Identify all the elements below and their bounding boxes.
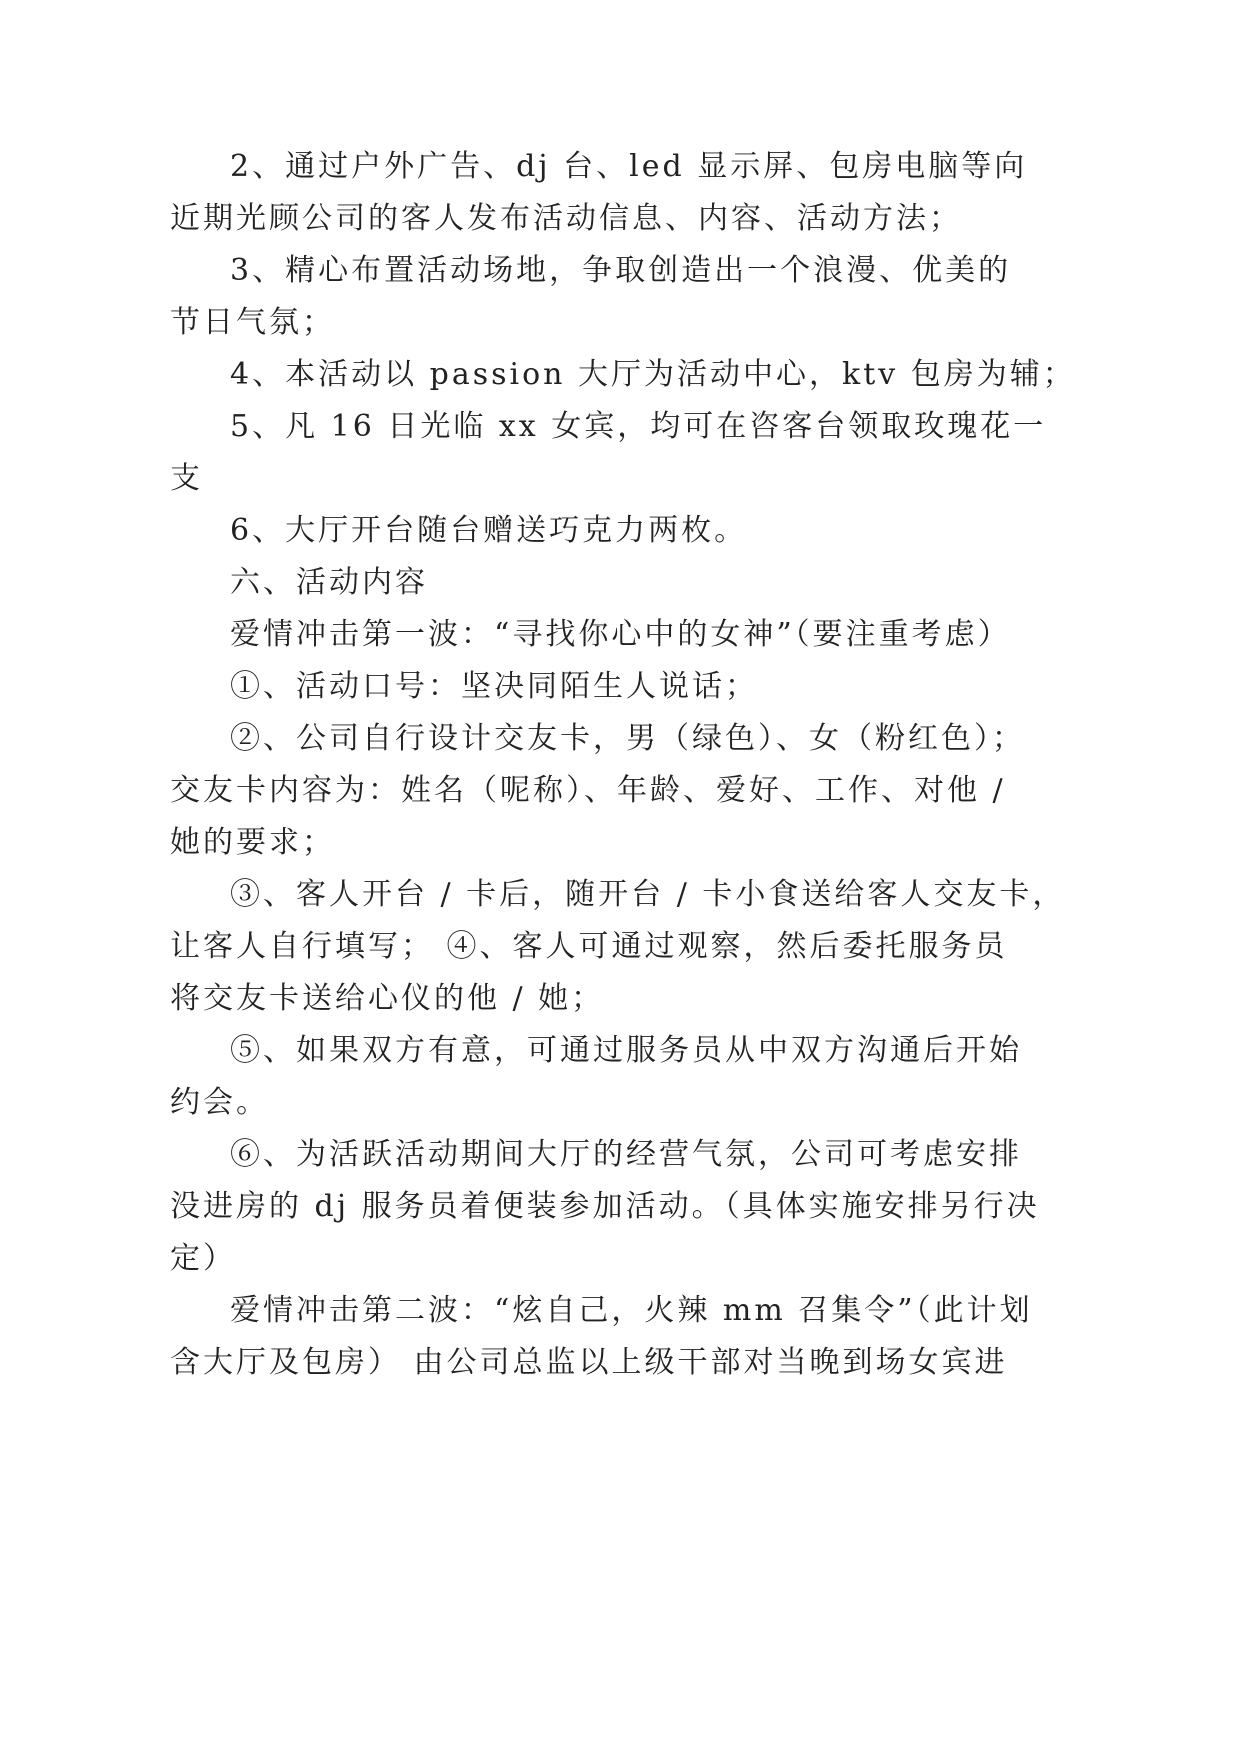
paragraph-line-22: 定） — [170, 1241, 236, 1276]
section-heading: 六、活动内容 — [230, 565, 428, 600]
paragraph-line-16: 让客人自行填写； ④、客人可通过观察，然后委托服务员 — [170, 929, 1008, 964]
paragraph-line-13: 交友卡内容为：姓名（呢称）、年龄、爱好、工作、对他 / — [170, 773, 1006, 808]
paragraph-line-14: 她的要求； — [170, 825, 335, 860]
paragraph-line-3: 3、精心布置活动场地，争取创造出一个浪漫、优美的 — [230, 253, 1012, 288]
paragraph-line-1: 2、通过户外广告、dj 台、led 显示屏、包房电脑等向 — [230, 149, 1028, 184]
paragraph-line-5: 4、本活动以 passion 大厅为活动中心，ktv 包房为辅； — [230, 357, 1076, 392]
paragraph-line-8: 6、大厅开台随台赠送巧克力两枚。 — [230, 513, 748, 548]
paragraph-line-17: 将交友卡送给心仪的他 / 她； — [170, 981, 605, 1016]
paragraph-line-21: 没进房的 dj 服务员着便装参加活动。（具体实施安排另行决 — [170, 1189, 1040, 1224]
paragraph-line-19: 约会。 — [170, 1085, 269, 1120]
paragraph-line-10: 爱情冲击第一波：“寻找你心中的女神”（要注重考虑） — [230, 617, 1011, 652]
paragraph-line-12: ②、公司自行设计交友卡，男（绿色）、女（粉红色）； — [230, 721, 1025, 756]
paragraph-line-24: 含大厅及包房） 由公司总监以上级干部对当晚到场女宾进 — [170, 1345, 1008, 1380]
paragraph-line-15: ③、客人开台 / 卡后，随开台 / 卡小食送给客人交友卡， — [230, 877, 1066, 912]
paragraph-line-18: ⑤、如果双方有意，可通过服务员从中双方沟通后开始 — [230, 1033, 1022, 1068]
paragraph-line-4: 节日气氛； — [170, 305, 335, 340]
paragraph-line-7: 支 — [170, 461, 203, 496]
paragraph-line-6: 5、凡 16 日光临 xx 女宾，均可在咨客台领取玫瑰花一 — [230, 409, 1047, 444]
paragraph-line-11: ①、活动口号：坚决同陌生人说话； — [230, 669, 758, 704]
paragraph-line-23: 爱情冲击第二波：“炫自己，火辣 mm 召集令”（此计划 — [230, 1293, 1033, 1328]
paragraph-line-2: 近期光顾公司的客人发布活动信息、内容、活动方法； — [170, 201, 962, 236]
paragraph-line-20: ⑥、为活跃活动期间大厅的经营气氛，公司可考虑安排 — [230, 1137, 1022, 1172]
